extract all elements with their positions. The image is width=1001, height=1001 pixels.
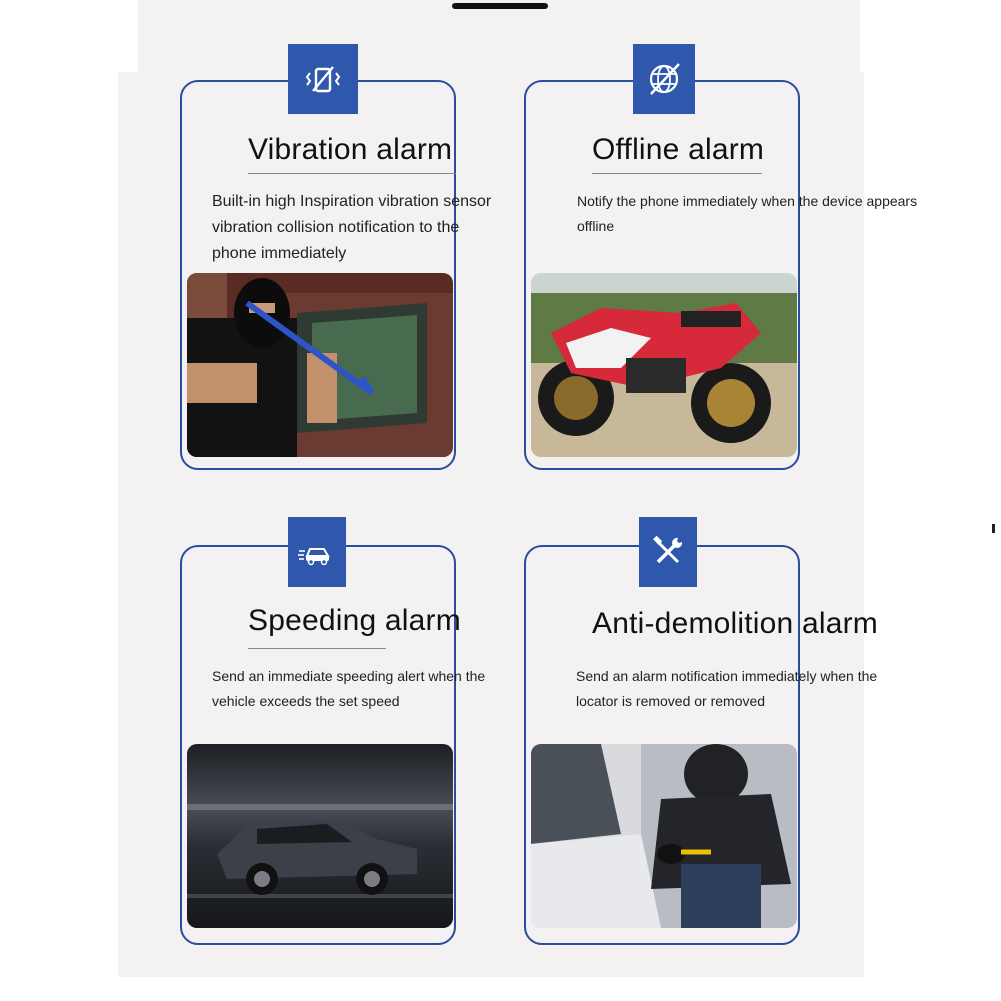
speeding-title-underline [248,648,386,649]
vibration-title: Vibration alarm [248,133,453,166]
speeding-description: Send an immediate speeding alert when the vehicle exceeds the set speed [212,668,486,709]
speeding-car-icon [288,517,346,587]
photo-thief-breaking-car-door [531,744,797,928]
vibration-description: Built-in high Inspiration vibration sensor vibration collision notification to the phone immediately [212,193,492,262]
edge-mark [992,524,995,533]
vibration-title-underline [248,173,456,174]
speeding-title: Speeding alarm [248,604,461,637]
offline-globe-icon [633,44,695,114]
vibration-icon [288,44,358,114]
panel-top [138,0,860,80]
demolition-description: Send an alarm notification immediately when the locator is removed or removed [576,668,878,709]
offline-title-underline [592,173,762,174]
tools-icon [639,517,697,587]
photo-car-in-motion [187,744,453,928]
demolition-title: Anti-demolition alarm [592,607,878,640]
offline-title: Offline alarm [592,133,765,166]
photo-thief-breaking-car-window [187,273,453,457]
photo-red-motorcycle [531,273,797,457]
offline-description: Notify the phone immediately when the device appears offline [577,193,918,234]
notch-bar [452,3,548,9]
